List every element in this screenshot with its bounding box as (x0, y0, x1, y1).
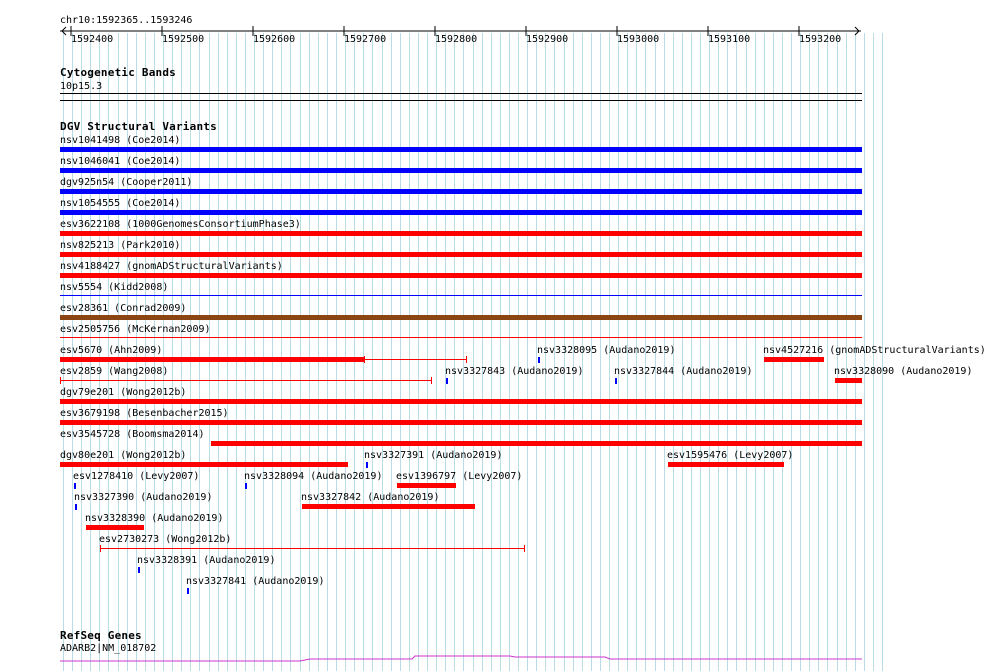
variant-label[interactable]: nsv1046041 (Coe2014) (60, 156, 181, 167)
variant-label[interactable]: esv3622108 (1000GenomesConsortiumPhase3) (60, 219, 301, 230)
variant-label[interactable]: nsv4188427 (gnomADStructuralVariants) (60, 261, 283, 272)
variant-label[interactable]: dgv80e201 (Wong2012b) (60, 450, 187, 461)
variant-label[interactable]: nsv4527216 (gnomADStructuralVariants) (763, 345, 986, 356)
variant-feature-bar[interactable] (60, 231, 862, 236)
variant-feature-bar[interactable] (60, 337, 862, 338)
variant-label[interactable]: nsv1054555 (Coe2014) (60, 198, 181, 209)
variant-feature-bar[interactable] (60, 273, 862, 278)
variant-label[interactable]: dgv925n54 (Cooper2011) (60, 177, 193, 188)
variant-label[interactable]: esv2505756 (McKernan2009) (60, 324, 211, 335)
cytoband-bottom-border (60, 100, 862, 101)
variant-feature-bar[interactable] (397, 483, 456, 488)
ruler-tick-label: 1592500 (162, 34, 205, 45)
variant-label[interactable]: esv5670 (Ahn2009) (60, 345, 163, 356)
variant-label[interactable]: nsv5554 (Kidd2008) (60, 282, 169, 293)
variant-label[interactable]: esv2730273 (Wong2012b) (99, 534, 232, 545)
variant-feature-bar[interactable] (60, 357, 364, 362)
variant-feature-bar[interactable] (60, 252, 862, 257)
variant-label[interactable]: esv1396797 (Levy2007) (396, 471, 523, 482)
variant-feature-bar[interactable] (138, 567, 140, 573)
variant-feature-bar[interactable] (615, 378, 617, 384)
variant-label[interactable]: nsv3327843 (Audano2019) (445, 366, 584, 377)
cytoband-top-border (60, 93, 862, 94)
ruler-tick-label: 1592800 (435, 34, 478, 45)
ruler-tick-label: 1593000 (617, 34, 660, 45)
ruler-tick-label: 1592600 (253, 34, 296, 45)
variant-feature-bar[interactable] (187, 588, 189, 594)
variant-label[interactable]: nsv3328090 (Audano2019) (834, 366, 973, 377)
variant-feature-span[interactable] (364, 356, 468, 363)
variant-label[interactable]: nsv3328390 (Audano2019) (85, 513, 224, 524)
refseq-gene-model[interactable] (0, 652, 890, 666)
variant-label[interactable]: nsv3327391 (Audano2019) (364, 450, 503, 461)
variant-feature-bar[interactable] (74, 483, 76, 489)
variant-label[interactable]: nsv3327841 (Audano2019) (186, 576, 325, 587)
variant-label[interactable]: esv28361 (Conrad2009) (60, 303, 187, 314)
variant-feature-bar[interactable] (60, 315, 862, 320)
variant-label[interactable]: esv1595476 (Levy2007) (667, 450, 794, 461)
variant-feature-bar[interactable] (75, 504, 77, 510)
variant-feature-bar[interactable] (86, 525, 144, 530)
variant-label[interactable]: esv3679198 (Besenbacher2015) (60, 408, 229, 419)
variant-feature-bar[interactable] (446, 378, 448, 384)
variant-feature-bar[interactable] (835, 378, 862, 383)
variant-feature-bar[interactable] (60, 210, 862, 215)
refseq-track-title: RefSeq Genes (60, 629, 142, 642)
dgv-track-title: DGV Structural Variants (60, 120, 217, 133)
variant-feature-bar[interactable] (211, 441, 862, 446)
ruler-tick-label: 1592700 (344, 34, 387, 45)
ruler-tick-label: 1592900 (526, 34, 569, 45)
variant-feature-bar[interactable] (60, 295, 862, 296)
variant-feature-bar[interactable] (764, 357, 824, 362)
refseq-gene-label[interactable]: ADARB2|NM_018702 (60, 643, 157, 654)
variant-label[interactable]: esv3545728 (Boomsma2014) (60, 429, 205, 440)
variant-label[interactable]: nsv3327390 (Audano2019) (74, 492, 213, 503)
variant-feature-span[interactable] (100, 545, 526, 552)
ruler-tick-label: 1593100 (708, 34, 751, 45)
ruler-tick-label: 1593200 (799, 34, 842, 45)
variant-feature-bar[interactable] (60, 168, 862, 173)
variant-feature-bar[interactable] (60, 189, 862, 194)
variant-feature-bar[interactable] (538, 357, 540, 363)
variant-feature-bar[interactable] (60, 147, 862, 152)
variant-label[interactable]: esv2859 (Wang2008) (60, 366, 169, 377)
variant-label[interactable]: esv1278410 (Levy2007) (73, 471, 200, 482)
cytogenetic-bands-title: Cytogenetic Bands (60, 66, 176, 79)
variant-label[interactable]: nsv3327842 (Audano2019) (301, 492, 440, 503)
variant-label[interactable]: nsv3328391 (Audano2019) (137, 555, 276, 566)
variant-label[interactable]: nsv3328095 (Audano2019) (537, 345, 676, 356)
variant-feature-bar[interactable] (60, 420, 862, 425)
variant-label[interactable]: nsv825213 (Park2010) (60, 240, 181, 251)
variant-feature-bar[interactable] (245, 483, 247, 489)
variant-feature-bar[interactable] (60, 399, 862, 404)
variant-label[interactable]: nsv3328094 (Audano2019) (244, 471, 383, 482)
variant-feature-bar[interactable] (366, 462, 368, 468)
variant-feature-bar[interactable] (302, 504, 475, 509)
ruler-tick-label: 1592400 (71, 34, 114, 45)
cytoband-label[interactable]: 10p15.3 (60, 81, 103, 92)
variant-label[interactable]: nsv1041498 (Coe2014) (60, 135, 181, 146)
variant-label[interactable]: dgv79e201 (Wong2012b) (60, 387, 187, 398)
variant-feature-bar[interactable] (668, 462, 784, 467)
coordinate-range: chr10:1592365..1593246 (60, 15, 193, 26)
variant-feature-span[interactable] (60, 377, 433, 384)
variant-label[interactable]: nsv3327844 (Audano2019) (614, 366, 753, 377)
variant-feature-bar[interactable] (60, 462, 348, 467)
